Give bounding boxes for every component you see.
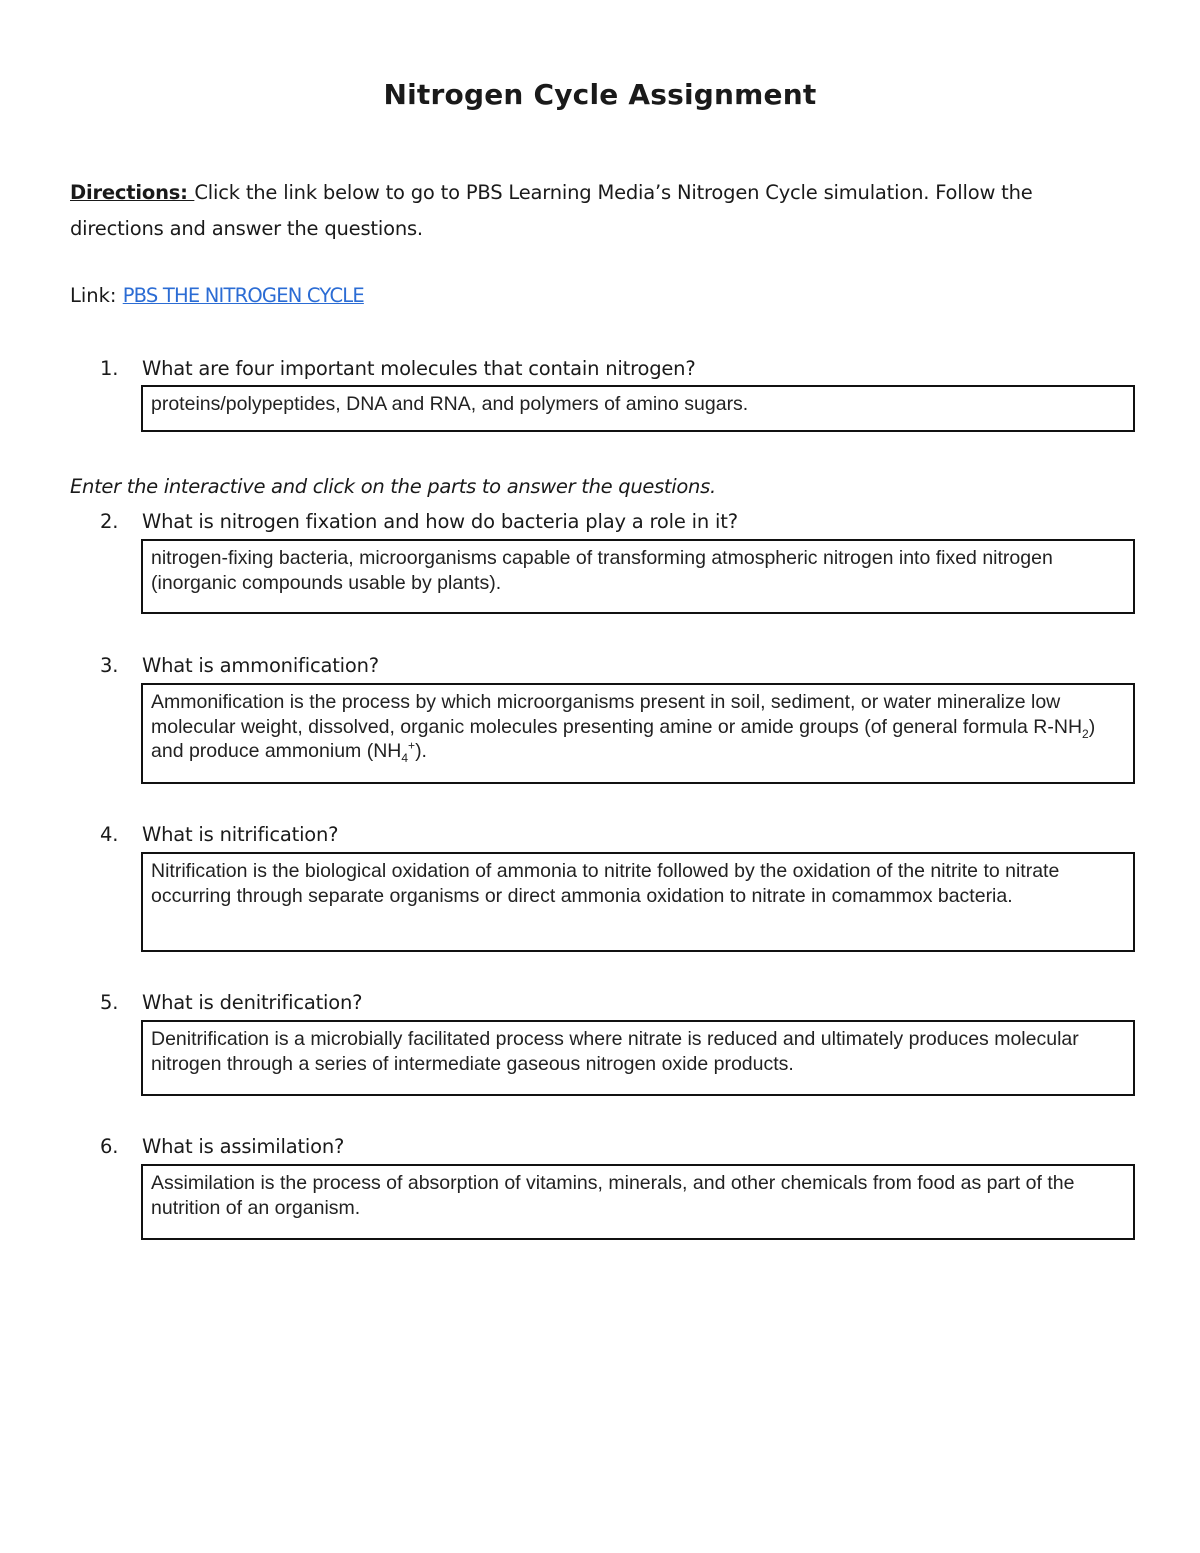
question-text: What is nitrification? (142, 823, 339, 846)
question-number: 2. (100, 510, 119, 533)
question-number: 1. (100, 357, 119, 380)
directions-text: Click the link below to go to PBS Learning Media’s Nitrogen Cycle simulation. Follow the directions and answer the questions. (70, 181, 1033, 240)
answer-box-5[interactable] (141, 1020, 1135, 1096)
answer-box-1[interactable] (141, 385, 1135, 432)
question-text: What is denitrification? (142, 991, 363, 1014)
question-number: 6. (100, 1135, 119, 1158)
question-3 (100, 652, 379, 680)
question-2 (100, 508, 738, 536)
link-line (70, 281, 364, 311)
answer-text: Ammonification is the process by which microorganisms present in soil, sediment, or water mineralize low molecular weight, dissolved, organic molecules presenting amine or amide groups (of general formula $R-NH_2$) and produce ammonium $(NH_4^+)$. (151, 691, 1096, 765)
question-number: 5. (100, 991, 119, 1014)
question-4 (100, 821, 338, 849)
question-number: 4. (100, 823, 119, 846)
answer-text: Assimilation is the process of absorption of vitamins, minerals, and other chemicals from food as part of the nutrition of an organism. (151, 1172, 1075, 1219)
pbs-nitrogen-cycle-link[interactable]: PBS THE NITROGEN CYCLE (122, 284, 364, 307)
answer-text: Denitrification is a microbially facilitated process where nitrate is reduced and ultimately produces molecular nitrogen through a series of intermediate gaseous nitrogen oxide products. (151, 1028, 1079, 1075)
answer-text: nitrogen-fixing bacteria, microorganisms capable of transforming atmospheric nitrogen into fixed nitrogen (inorganic compounds usable by plants). (151, 547, 1053, 594)
question-6 (100, 1133, 344, 1161)
answer-text: proteins/polypeptides, DNA and RNA, and polymers of amino sugars. (151, 393, 749, 415)
answer-box-4[interactable] (141, 852, 1135, 952)
question-text: What is nitrogen fixation and how do bacteria play a role in it? (142, 510, 738, 533)
question-text: What is ammonification? (142, 654, 379, 677)
question-5 (100, 989, 362, 1017)
directions-paragraph (70, 175, 1130, 247)
question-1 (100, 355, 695, 383)
instruction-text: Enter the interactive and click on the parts to answer the questions. (70, 475, 716, 498)
question-text: What is assimilation? (142, 1135, 345, 1158)
answer-box-6[interactable] (141, 1164, 1135, 1240)
question-number: 3. (100, 654, 119, 677)
question-text: What are four important molecules that contain nitrogen? (142, 357, 696, 380)
link-label: Link: (70, 284, 123, 307)
answer-text: Nitrification is the biological oxidation of ammonia to nitrite followed by the oxidation of the nitrite to nitrate occurring through separate organisms or direct ammonia oxidation to nitrate in comammox bacteria. (151, 860, 1060, 907)
answer-box-2[interactable] (141, 539, 1135, 614)
page-title: Nitrogen Cycle Assignment (383, 78, 817, 111)
answer-box-3[interactable] (141, 683, 1135, 784)
directions-label: Directions: (70, 181, 195, 204)
